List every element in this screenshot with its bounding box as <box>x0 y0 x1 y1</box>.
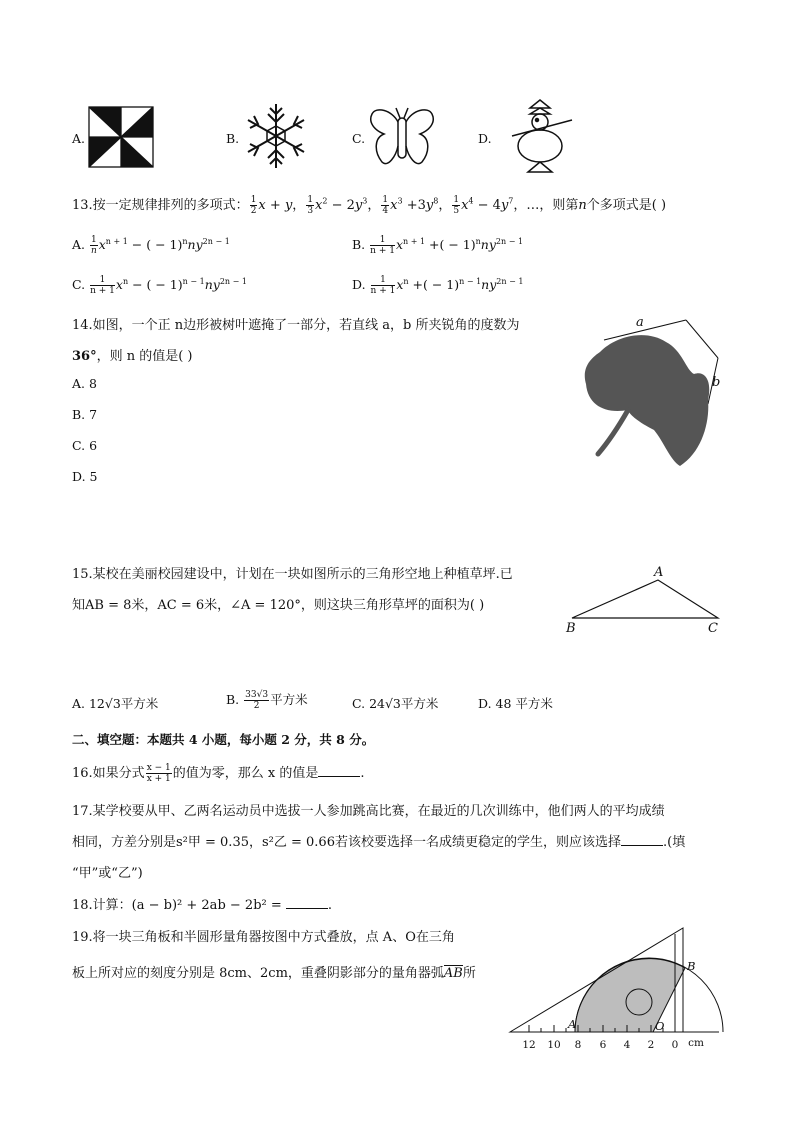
q15-option-a[interactable]: A. 12√3平方米 <box>72 696 159 711</box>
point-o-label: O <box>655 1019 665 1033</box>
protractor-figure <box>505 924 745 1054</box>
line-b-label: b <box>712 375 721 390</box>
tick-10: 10 <box>547 1039 561 1051</box>
tick-unit-cm: cm <box>688 1037 704 1049</box>
q18-answer-blank[interactable] <box>286 896 328 909</box>
q12-option-a-label: A. <box>72 131 86 146</box>
q14-option-b[interactable]: B. 7 <box>72 407 98 422</box>
q19-stem-line1: 19.将一块三角板和半圆形量角器按图中方式叠放，点 A、O在三角 <box>72 930 455 945</box>
q13-option-b[interactable]: B. $\frac{1}{n + 1}$ $x^{n + 1}$ +( − $1)^nny^{2n - 1}$ <box>352 235 524 256</box>
q19-stem-line2: 板上所对应的刻度分别是 8cm、2cm，重叠阴影部分的量角器弧AB所 <box>72 966 476 981</box>
q18-stem: 18.计算：(a − b)² + 2ab − 2b² = . <box>72 898 333 913</box>
q12-option-d-label: D. <box>478 131 492 146</box>
q14-stem-line1: 14.如图，一个正 n边形被树叶遮掩了一部分，若直线 a，b 所夹锐角的度数为 <box>72 318 520 333</box>
point-a-label: A <box>568 1017 577 1031</box>
q15-option-c[interactable]: C. 24√3平方米 <box>352 696 439 711</box>
butterfly-figure <box>368 104 436 170</box>
line-a-label: a <box>636 315 644 330</box>
q13-option-a[interactable]: A. $\frac{1}{n}$ $x^{n + 1}$ − ( − $1)^nny^{2n - 1}$ <box>72 235 230 256</box>
shaded-overlap <box>575 959 685 1032</box>
section2-heading: 二、填空题：本题共 4 小题，每小题 2 分，共 8 分。 <box>72 732 375 747</box>
q17-stem-line3: “甲”或“乙”) <box>72 866 143 881</box>
q14-stem-line2: 36°，则 n 的值是( ) <box>72 349 193 364</box>
tick-6: 6 <box>599 1039 607 1051</box>
vertex-a-label: A <box>654 565 664 580</box>
tick-12: 12 <box>522 1039 536 1051</box>
q16-stem: 16.如果分式 $\frac{x - 1}{x + 1}$ 的值为零，那么 x 的值是 . <box>72 763 365 784</box>
q15-option-b[interactable]: B. $\frac{33√3}{2}$ 平方米 <box>226 690 308 711</box>
tick-0: 0 <box>671 1039 679 1051</box>
snowflake-figure <box>240 100 312 172</box>
q15-stem-line1: 15.某校在美丽校园建设中，计划在一块如图所示的三角形空地上种植草坪.已 <box>72 567 513 582</box>
tick-8: 8 <box>574 1039 582 1051</box>
q13-stem: 13.按一定规律排列的多项式： $\frac{1}{2}$ x + y， $\frac{1}{3}$ $x^2 - 2y^3$， $\frac{1}{4}$ $x^3 +3y^8$， $\frac{1}{5}$ $x^4 - 4y^7$，…，则第n个多项式是( ) <box>72 195 667 216</box>
triangle-abc-figure <box>560 562 730 636</box>
leaf-polygon-figure <box>578 312 728 472</box>
q15-stem-line2: 知AB = 8米，AC = 6米，∠A = 120°，则这块三角形草坪的面积为( ) <box>72 598 485 613</box>
q13-option-c[interactable]: C. $\frac{1}{n + 1}$ $x^n$ − ( − $1)^{n - 1}ny^{2n - 1}$ <box>72 275 247 296</box>
q12-option-c-label: C. <box>352 131 366 146</box>
q14-option-c[interactable]: C. 6 <box>72 438 98 453</box>
q17-stem-line2: 相同，方差分别是s²甲 = 0.35，s²乙 = 0.66若该校要选择一名成绩更稳定的学生，则应该选择 .(填 <box>72 835 686 850</box>
q14-option-d[interactable]: D. 5 <box>72 469 98 484</box>
vertex-c-label: C <box>708 621 718 636</box>
point-b-label: B <box>687 959 696 973</box>
q14-option-a[interactable]: A. 8 <box>72 376 97 391</box>
vertex-b-label: B <box>566 621 576 636</box>
q13-option-d[interactable]: D. $\frac{1}{n + 1}$ $x^n$ +( − $1)^{n - 1}ny^{2n - 1}$ <box>352 275 524 296</box>
tick-2: 2 <box>647 1039 655 1051</box>
q16-answer-blank[interactable] <box>318 764 360 777</box>
q17-stem-line1: 17.某学校要从甲、乙两名运动员中选拔一人参加跳高比赛，在最近的几次训练中，他们两人的平均成绩 <box>72 804 665 819</box>
bird-figure <box>500 98 576 174</box>
tick-4: 4 <box>623 1039 631 1051</box>
pinwheel-figure <box>86 104 156 170</box>
q17-answer-blank[interactable] <box>621 833 663 846</box>
q15-option-d[interactable]: D. 48 平方米 <box>478 696 553 711</box>
q12-option-b-label: B. <box>226 131 240 146</box>
